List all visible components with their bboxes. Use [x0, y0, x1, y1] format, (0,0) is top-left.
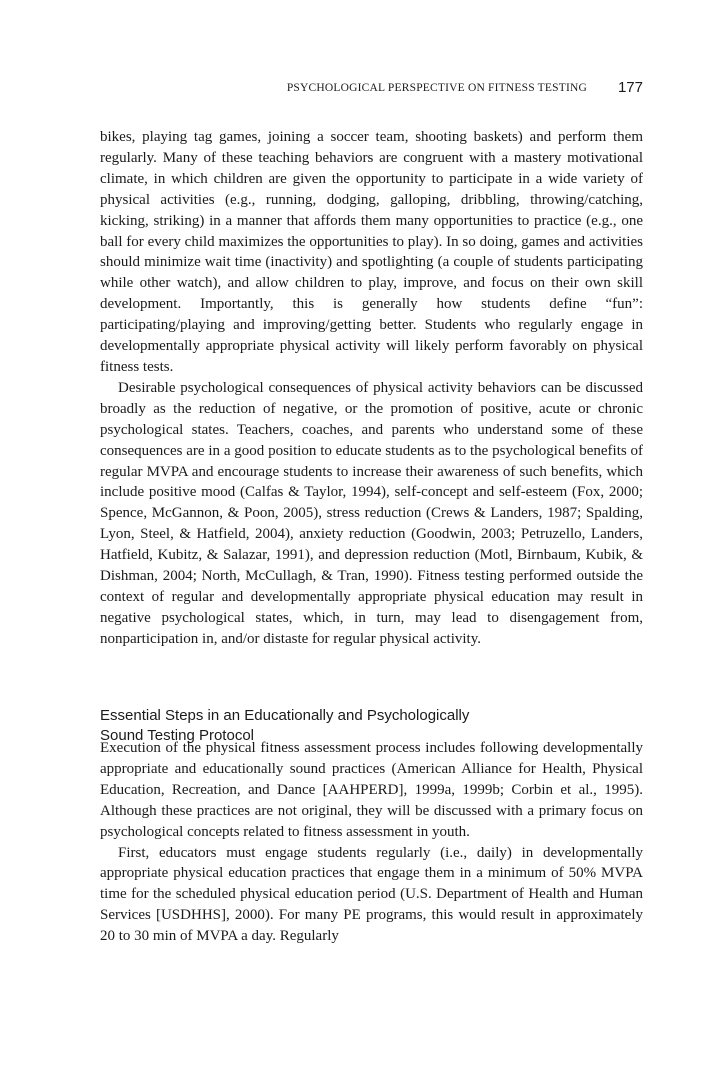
running-header: [100, 80, 643, 100]
paragraph: First, educators must engage students regularly (i.e., daily) in developmentally appropriate physical education practices that engage them in a minimum of 50% MVPA time for the scheduled physical education period (U.S. Department of Health and Human Services [USDHHS], 2000). For many PE programs, this would result in approximately 20 to 30 min of MVPA a day. Regularly: [100, 844, 643, 945]
paragraph: bikes, playing tag games, joining a soccer team, shooting baskets) and perform them regularly. Many of these teaching behaviors are congruent with a mastery motivational climate, in which children are given the opportunity to participate in a wide variety of physical activities (e.g., running, dodging, galloping, dribbling, throwing/catching, kicking, striking) in a manner that affords them many opportunities to practice (e.g., one ball for every child maximizes the opportunities to play). In so doing, games and activities should minimize wait time (inactivity) and spotlighting (a couple of students participating while other watch), and allow children to play, improve, and focus on their own skill development. Importantly, this is generally how students define “fun”: participating/playing and improving/getting better. Students who regularly engage in developmentally appropriate physical activity will likely perform favorably on physical fitness tests.: [100, 129, 643, 375]
paragraph: Execution of the physical fitness assessment process includes following developmentally appropriate and educationally sound practices (American Alliance for Health, Physical Education, Recreation, and Dance [AAHPERD], 1999a, 1999b; Corbin et al., 1995). Although these practices are not original, they will be discussed with a primary focus on psychological concepts related to fitness assessment in youth.: [100, 740, 643, 840]
paragraph: Desirable psychological consequences of physical activity behaviors can be discussed broadly as the reduction of negative, or the promotion of positive, acute or chronic psychological states. Teachers, coaches, and parents who understand some of these consequences are in a good position to educate students as to the psychological benefits of regular MVPA and encourage students to increase their awareness of such benefits, which include positive mood (Calfas & Taylor, 1994), self-concept and self-esteem (Fox, 2000; Spence, McGannon, & Poon, 2005), stress reduction (Crews & Landers, 1987; Spalding, Lyon, Steel, & Hatfield, 2004), anxiety reduction (Goodwin, 2003; Petruzello, Landers, Hatfield, Kubitz, & Salazar, 1991), and depression reduction (Motl, Birnbaum, Kubik, & Dishman, 2004; North, McCullagh, & Tran, 1990). Fitness testing performed outside the context of regular and developmentally appropriate physical education may result in negative psychological states, which, in turn, may lead to disengagement from, nonparticipation in, and/or distaste for regular physical activity.: [100, 379, 643, 647]
section-body-text: [100, 738, 643, 947]
running-title: PSYCHOLOGICAL PERSPECTIVE ON FITNESS TESTING: [286, 82, 587, 94]
section-heading-line: Sound Testing Protocol: [100, 727, 254, 744]
page-number: 177: [617, 79, 643, 96]
section-heading-line: Essential Steps in an Educationally and Psychologically: [100, 707, 470, 724]
body-text-block: [100, 127, 643, 650]
